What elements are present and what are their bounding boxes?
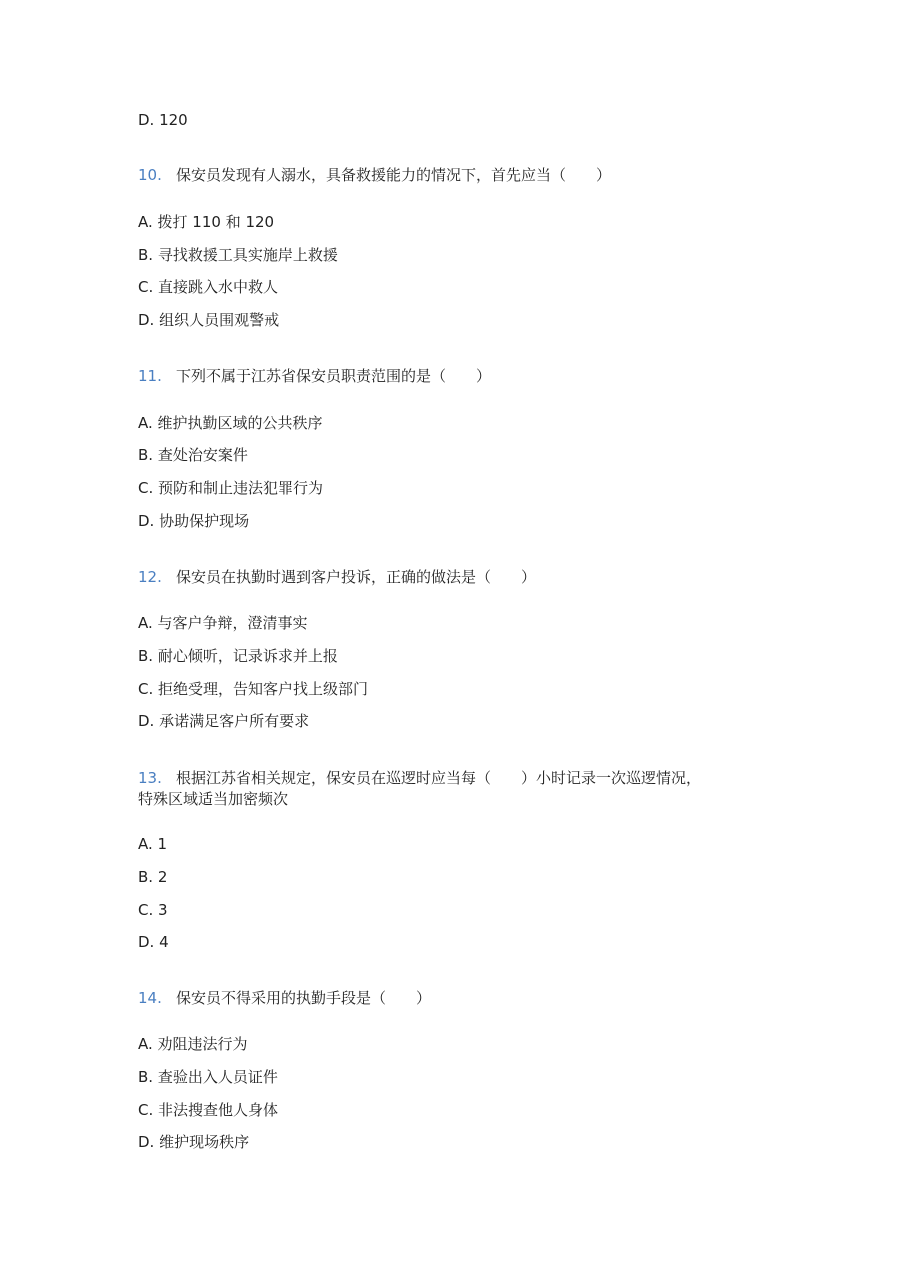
- question-number: 11.: [138, 367, 162, 385]
- option-b: B. 查处治安案件: [138, 446, 248, 464]
- option-c: C. 拒绝受理，告知客户找上级部门: [138, 680, 369, 698]
- question-number: 13.: [138, 769, 162, 787]
- question-12: [138, 567, 536, 587]
- document-page: [138, 0, 778, 1286]
- question-14: [138, 988, 431, 1008]
- option-a: A. 拨打 110 和 120: [138, 213, 275, 231]
- option-a: A. 与客户争辩，澄清事实: [138, 614, 308, 632]
- option-c: C. 直接跳入水中救人: [138, 278, 279, 296]
- option-d: D. 协助保护现场: [138, 512, 250, 530]
- option-a: A. 劝阻违法行为: [138, 1035, 248, 1053]
- option-a: A. 1: [138, 835, 168, 853]
- question-11: [138, 366, 491, 386]
- option-d: D. 组织人员围观警戒: [138, 311, 280, 329]
- option-d: D. 4: [138, 933, 169, 951]
- option-c: C. 预防和制止违法犯罪行为: [138, 479, 324, 497]
- question-text-line-2: 特殊区域适当加密频次: [138, 790, 289, 808]
- option-d: D. 维护现场秩序: [138, 1133, 250, 1151]
- question-number: 14.: [138, 989, 162, 1007]
- question-text: 保安员发现有人溺水，具备救援能力的情况下，首先应当（ ）: [176, 166, 612, 184]
- question-13-continuation: [138, 789, 288, 809]
- option-c: C. 非法搜查他人身体: [138, 1101, 279, 1119]
- option-d-previous: D. 120: [138, 111, 188, 129]
- option-c: C. 3: [138, 901, 168, 919]
- option-b: B. 2: [138, 868, 168, 886]
- question-text-line-1: 根据江苏省相关规定，保安员在巡逻时应当每（ ）小时记录一次巡逻情况，: [176, 769, 702, 787]
- option-b: B. 查验出入人员证件: [138, 1068, 278, 1086]
- option-b: B. 寻找救援工具实施岸上救援: [138, 246, 338, 264]
- question-text: 保安员不得采用的执勤手段是（ ）: [176, 989, 432, 1007]
- question-text: 下列不属于江苏省保安员职责范围的是（ ）: [176, 367, 492, 385]
- question-10: [138, 165, 611, 185]
- question-13: [138, 768, 701, 788]
- option-b: B. 耐心倾听，记录诉求并上报: [138, 647, 338, 665]
- option-d: D. 承诺满足客户所有要求: [138, 712, 310, 730]
- question-number: 10.: [138, 166, 162, 184]
- question-text: 保安员在执勤时遇到客户投诉，正确的做法是（ ）: [176, 568, 537, 586]
- option-a: A. 维护执勤区域的公共秩序: [138, 414, 323, 432]
- question-number: 12.: [138, 568, 162, 586]
